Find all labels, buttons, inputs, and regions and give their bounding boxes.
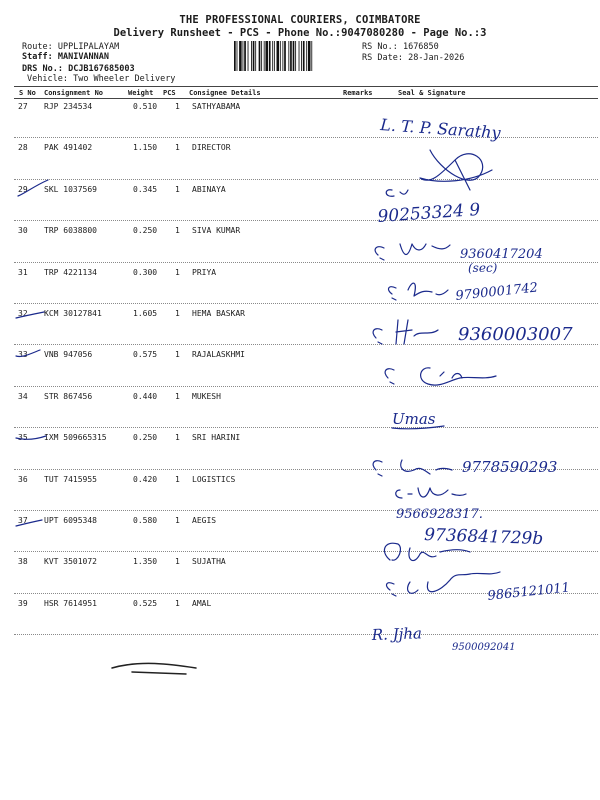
barcode-bar: [301, 41, 302, 71]
row-consignment-no: TRP 4221134: [44, 267, 97, 277]
row-consignee: AMAL: [192, 598, 212, 608]
signature-38-phone: 9865121011: [486, 580, 571, 604]
staff-line: [22, 52, 109, 62]
col-remarks: Remarks: [343, 89, 373, 97]
barcode-bar: [290, 41, 292, 71]
barcode-bar: [237, 41, 238, 71]
row-separator: [14, 510, 598, 511]
barcode-bar: [272, 41, 273, 71]
row-weight: 0.420: [133, 474, 158, 484]
col-weight: Weight: [128, 89, 154, 97]
barcode-bar: [311, 41, 312, 71]
row-consignee: RAJALASKHMI: [192, 350, 245, 360]
signature-34: Umas: [392, 410, 436, 428]
row-separator: [14, 469, 598, 470]
rs-no-line: [362, 42, 439, 52]
row-sno: 33: [18, 350, 28, 360]
header-top-rule: [14, 86, 598, 87]
barcode-bar: [239, 41, 242, 71]
row-separator: [14, 427, 598, 428]
row-weight: 0.580: [133, 516, 158, 525]
signature-29-phone: 90253324 9: [376, 199, 481, 227]
row-consignment-no: VNB 947056: [44, 350, 93, 360]
row-separator: [14, 593, 598, 594]
row-separator: [14, 634, 598, 635]
barcode-bar: [264, 41, 265, 71]
row-pcs: 1: [175, 350, 180, 360]
barcode-bar: [308, 41, 311, 71]
row-consignee: MUKESH: [192, 391, 221, 401]
runsheet-subtitle: Delivery Runsheet - PCS - Phone No.:9047080280 - Page No.:3: [113, 27, 487, 39]
route-value: UPPLIPALAYAM: [57, 42, 120, 52]
row-pcs: 1: [175, 143, 180, 153]
row-consignment-no: TRP 6038800: [44, 226, 97, 236]
row-consignment-no: RJP 234534: [44, 102, 93, 111]
vehicle-label: Vehicle:: [27, 74, 68, 84]
row-weight: 0.345: [133, 184, 158, 194]
row-consignment-no: KVT 3501072: [44, 557, 97, 567]
barcode-bar: [282, 41, 283, 71]
row-separator: [14, 386, 598, 387]
row-pcs: 1: [175, 226, 180, 236]
row-weight: 0.525: [133, 598, 158, 608]
row-separator: [14, 179, 598, 180]
drs-line: [22, 64, 135, 74]
barcode-bar: [293, 41, 295, 71]
row-consignee: ABINAYA: [192, 184, 226, 194]
barcode-bar: [234, 41, 236, 71]
row-pcs: 1: [175, 557, 180, 567]
row-consignee: PRIYA: [192, 267, 217, 277]
drs-barcode: [233, 41, 357, 71]
row-weight: 0.250: [133, 433, 158, 443]
row-weight: 0.575: [133, 350, 158, 360]
row-consignment-no: PAK 491402: [44, 143, 93, 153]
row-pcs: 1: [175, 474, 180, 484]
row-separator: [14, 344, 598, 345]
signature-30-phone: 9360417204: [460, 247, 543, 262]
row-consignment-no: STR 867456: [44, 391, 93, 401]
barcode-bar: [284, 41, 286, 71]
barcode-bar: [251, 41, 252, 71]
row-separator: [14, 220, 598, 221]
row-consignee: SRI HARINI: [192, 433, 241, 443]
row-weight: 1.350: [133, 557, 158, 567]
vehicle-value: Two Wheeler Delivery: [73, 74, 176, 84]
drs-label: DRS No.:: [22, 64, 63, 74]
row-pcs: 1: [175, 433, 180, 443]
signature-39-phone: 9500092041: [452, 642, 516, 653]
rs-date-value: 28-Jan-2026: [408, 53, 465, 63]
pen-stroke: [112, 663, 196, 674]
signature-36-phone-a: 9778590293: [462, 458, 558, 476]
barcode-bar: [280, 41, 281, 71]
row-weight: 1.150: [133, 143, 158, 153]
row-pcs: 1: [175, 267, 180, 277]
barcode-bar: [253, 41, 255, 71]
row-consignee: LOGISTICS: [192, 474, 236, 484]
row-sno: 36: [18, 474, 28, 484]
row-consignment-no: TUT 7415955: [44, 474, 97, 484]
row-separator: [14, 137, 598, 138]
rs-no-value: 1676850: [402, 42, 439, 52]
row-consignment-no: IXM 509665315: [44, 433, 107, 443]
row-pcs: 1: [175, 102, 180, 111]
row-sno: 29: [18, 184, 28, 194]
rs-date-line: [362, 53, 464, 63]
barcode-bar: [261, 41, 262, 71]
row-consignee: DIRECTOR: [192, 143, 231, 153]
barcode-bar: [306, 41, 307, 71]
route-line: [22, 42, 119, 52]
signature-27: L. T. P. Sarathy: [379, 115, 502, 143]
row-weight: 0.250: [133, 226, 158, 236]
col-consignee: Consignee Details: [189, 89, 261, 97]
row-separator: [14, 303, 598, 304]
row-consignee: SUJATHA: [192, 557, 226, 567]
row-sno: 39: [18, 598, 28, 608]
row-separator: [14, 262, 598, 263]
row-consignment-no: UPT 6095348: [44, 516, 97, 525]
row-consignee: SIVA KUMAR: [192, 226, 241, 236]
signature-32-phone: 9360003007: [458, 324, 573, 345]
company-title: THE PROFESSIONAL COURIERS, COIMBATORE: [179, 14, 421, 26]
row-consignment-no: SKL 1037569: [44, 184, 97, 194]
row-sno: 30: [18, 226, 28, 236]
row-sno: 27: [18, 102, 28, 111]
col-seal: Seal & Signature: [398, 89, 466, 97]
col-pcs: PCS: [163, 89, 176, 97]
row-pcs: 1: [175, 598, 180, 608]
row-pcs: 1: [175, 391, 180, 401]
row-consignment-no: HSR 7614951: [44, 598, 97, 608]
col-sno: S No: [19, 89, 36, 97]
row-consignment-no: KCM 30127841: [44, 309, 102, 318]
barcode-bar: [255, 41, 256, 71]
barcode-bar: [295, 41, 296, 71]
row-weight: 1.605: [133, 309, 158, 318]
signature-36-phone-b: 9566928317.: [396, 507, 483, 522]
row-separator: [14, 551, 598, 552]
row-sno: 35: [18, 433, 28, 443]
barcode-bar: [244, 41, 246, 71]
row-pcs: 1: [175, 184, 180, 194]
signature-37-phone: 9736841729b: [423, 525, 544, 550]
barcode-bar: [259, 41, 261, 71]
signature-31-phone: 9790001742: [454, 280, 539, 304]
header-bottom-rule: [14, 98, 598, 99]
staff-label: Staff:: [22, 52, 53, 62]
barcode-bar: [303, 41, 305, 71]
rs-date-label: RS Date:: [362, 53, 403, 63]
row-consignee: AEGIS: [192, 516, 217, 525]
barcode-bar: [274, 41, 275, 71]
col-consignment: Consignment No: [44, 89, 104, 97]
barcode-bar: [299, 41, 300, 71]
row-sno: 38: [18, 557, 28, 567]
row-consignee: SATHYABAMA: [192, 102, 241, 111]
vehicle-line: [27, 74, 175, 84]
row-sno: 31: [18, 267, 28, 277]
row-sno: 32: [18, 309, 28, 318]
row-weight: 0.510: [133, 102, 158, 111]
row-sno: 34: [18, 391, 28, 401]
barcode-bar: [265, 41, 268, 71]
barcode-bar: [243, 41, 244, 71]
row-consignee: HEMA BASKAR: [192, 309, 245, 318]
row-weight: 0.440: [133, 391, 158, 401]
staff-value: MANIVANNAN: [57, 52, 110, 62]
barcode-bar: [288, 41, 289, 71]
barcode-bar: [269, 41, 271, 71]
signature-30-sec: (sec): [468, 261, 498, 275]
drs-value: DCJB167685003: [68, 64, 135, 74]
rs-no-label: RS No.:: [362, 42, 398, 52]
row-sno: 37: [18, 516, 28, 525]
row-pcs: 1: [175, 309, 180, 318]
row-sno: 28: [18, 143, 28, 153]
route-label: Route:: [22, 42, 53, 52]
barcode-bar: [277, 41, 280, 71]
signature-39-name: R. Jjha: [371, 624, 423, 644]
row-pcs: 1: [175, 516, 180, 525]
row-weight: 0.300: [133, 267, 158, 277]
barcode-bar: [248, 41, 249, 71]
